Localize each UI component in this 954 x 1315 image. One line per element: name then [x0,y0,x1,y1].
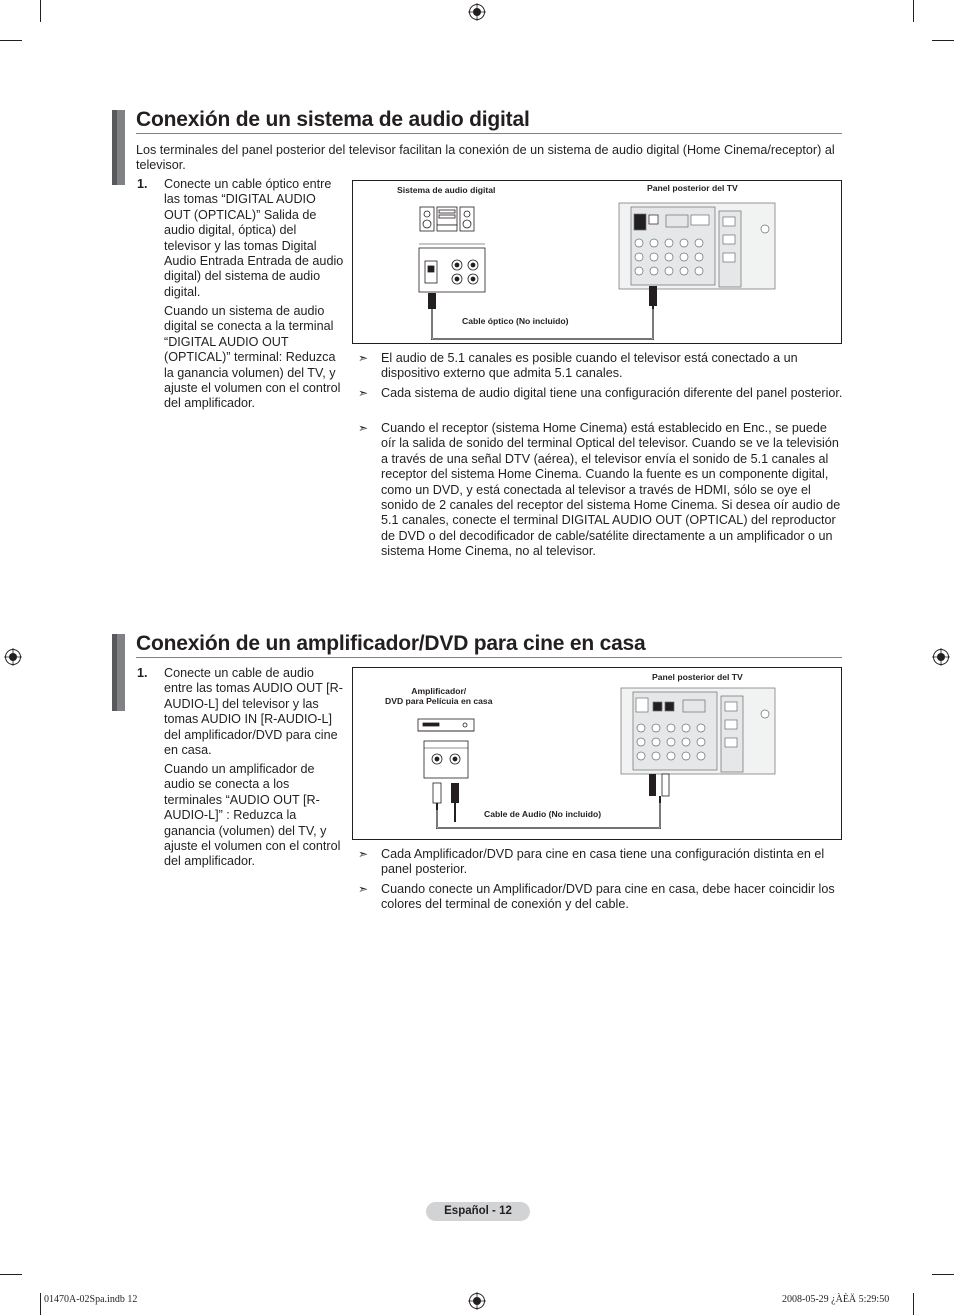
connection-diagram-art [353,181,843,345]
device-label [385,686,492,706]
registration-mark-icon [468,3,486,21]
connection-diagram [352,667,842,840]
note-arrow-icon: ➣ [358,882,369,896]
cable-label: Cable óptico (No incluido) [462,316,569,326]
device-label-line: Amplificador/ [411,686,467,696]
section-title: Conexión de un sistema de audio digital [136,108,530,131]
crop-mark [40,0,41,22]
cable-label: Cable de Audio (No incluido) [484,809,602,819]
amplifier-icon [418,719,474,778]
section-title-bar [112,110,125,185]
note-text: Cuando conecte un Amplificador/DVD para cine en casa, debe hacer coincidir los colores del terminal de conexión y del cable. [381,882,835,912]
note-text: El audio de 5.1 canales es posible cuando el televisor está conectado a un dispositivo externo que admita 5.1 canales. [381,351,798,381]
crop-mark [0,40,22,41]
audio-system-icon [419,207,485,292]
note-arrow-icon: ➣ [358,421,369,435]
step-number: 1. [137,177,148,191]
crop-mark [913,1293,914,1315]
intro-paragraph: Los terminales del panel posterior del televisor facilitan la conexión de un sistema de audio digital (Home Cinema/receptor) al televisor. [136,143,835,173]
connection-diagram [352,180,842,344]
registration-mark-icon [4,648,22,666]
crop-mark [932,40,954,41]
section-title: Conexión de un amplificador/DVD para cine en casa [136,632,646,655]
registration-mark-icon [932,648,950,666]
crop-mark [932,1274,954,1275]
print-slug-right: 2008-05-29 ¿ÀÈÄ 5:29:50 [782,1294,890,1305]
device-label-line: DVD para Pelícuia en casa [385,696,493,706]
step-text: Conecte un cable de audio entre las tomas AUDIO OUT [R-AUDIO-L] del televisor y las tomas AUDIO IN [R-AUDIO-L] del amplificador/DVD para cine en casa. [164,666,343,758]
note-text: Cada sistema de audio digital tiene una configuración diferente del panel posterior. [381,386,843,400]
registration-mark-icon [468,1292,486,1310]
panel-label: Panel posterior del TV [652,672,743,682]
print-slug-left: 01470A-02Spa.indb 12 [44,1294,138,1305]
step-text: Cuando un amplificador de audio se conecta a los terminales “AUDIO OUT [R-AUDIO-L]” : Reduzca la ganancia (volumen) del TV, y ajuste el volumen con el control del amplificador. [164,762,341,869]
note-arrow-icon: ➣ [358,847,369,861]
title-rule [136,133,842,134]
section-title-bar [112,634,125,711]
device-label: Sistema de audio digital [397,185,496,195]
crop-mark [40,1293,41,1315]
note-arrow-icon: ➣ [358,351,369,365]
crop-mark [0,1274,22,1275]
title-rule [136,657,842,658]
note-arrow-icon: ➣ [358,386,369,400]
panel-label: Panel posterior del TV [647,183,738,193]
step-text: Cuando un sistema de audio digital se conecta a la terminal “DIGITAL AUDIO OUT (OPTICAL)” terminal: Reduzca la ganancia volumen) del TV, y ajuste el volumen con el control del amplificador. [164,304,341,411]
step-number: 1. [137,666,148,680]
note-text: Cuando el receptor (sistema Home Cinema) está establecido en Enc., se puede oír la salida de sonido del terminal Optical del televisor. Cuando se ve la televisión a través de una señal DTV (aérea), el televisor envía el sonido de 5.1 canales al receptor del sistema Home Cinema. Cuando la fuente es un componente digital, como un DVD, y está conectada al televisor a través de HDMI, sólo se oye el sonido de 2 canales del receptor del sistema Home Cinema. Si desea oír audio de 5.1 canales, conecte el terminal DIGITAL AUDIO OUT (OPTICAL) del reproductor de DVD o del decodificador de cable/satélite directamente a un amplificador o un sistema Home Cinema, no al televisor. [381,421,841,559]
note-text: Cada Amplificador/DVD para cine en casa tiene una configuración distinta en el panel posterior. [381,847,825,877]
crop-mark [913,0,914,22]
page-number-badge: Español - 12 [426,1202,530,1221]
step-text: Conecte un cable óptico entre las tomas “DIGITAL AUDIO OUT (OPTICAL)” Salida de audio digital, óptica) del televisor y las tomas Digital Audio Entrada Entrada de audio digital) del sistema de audio digital. [164,177,344,299]
